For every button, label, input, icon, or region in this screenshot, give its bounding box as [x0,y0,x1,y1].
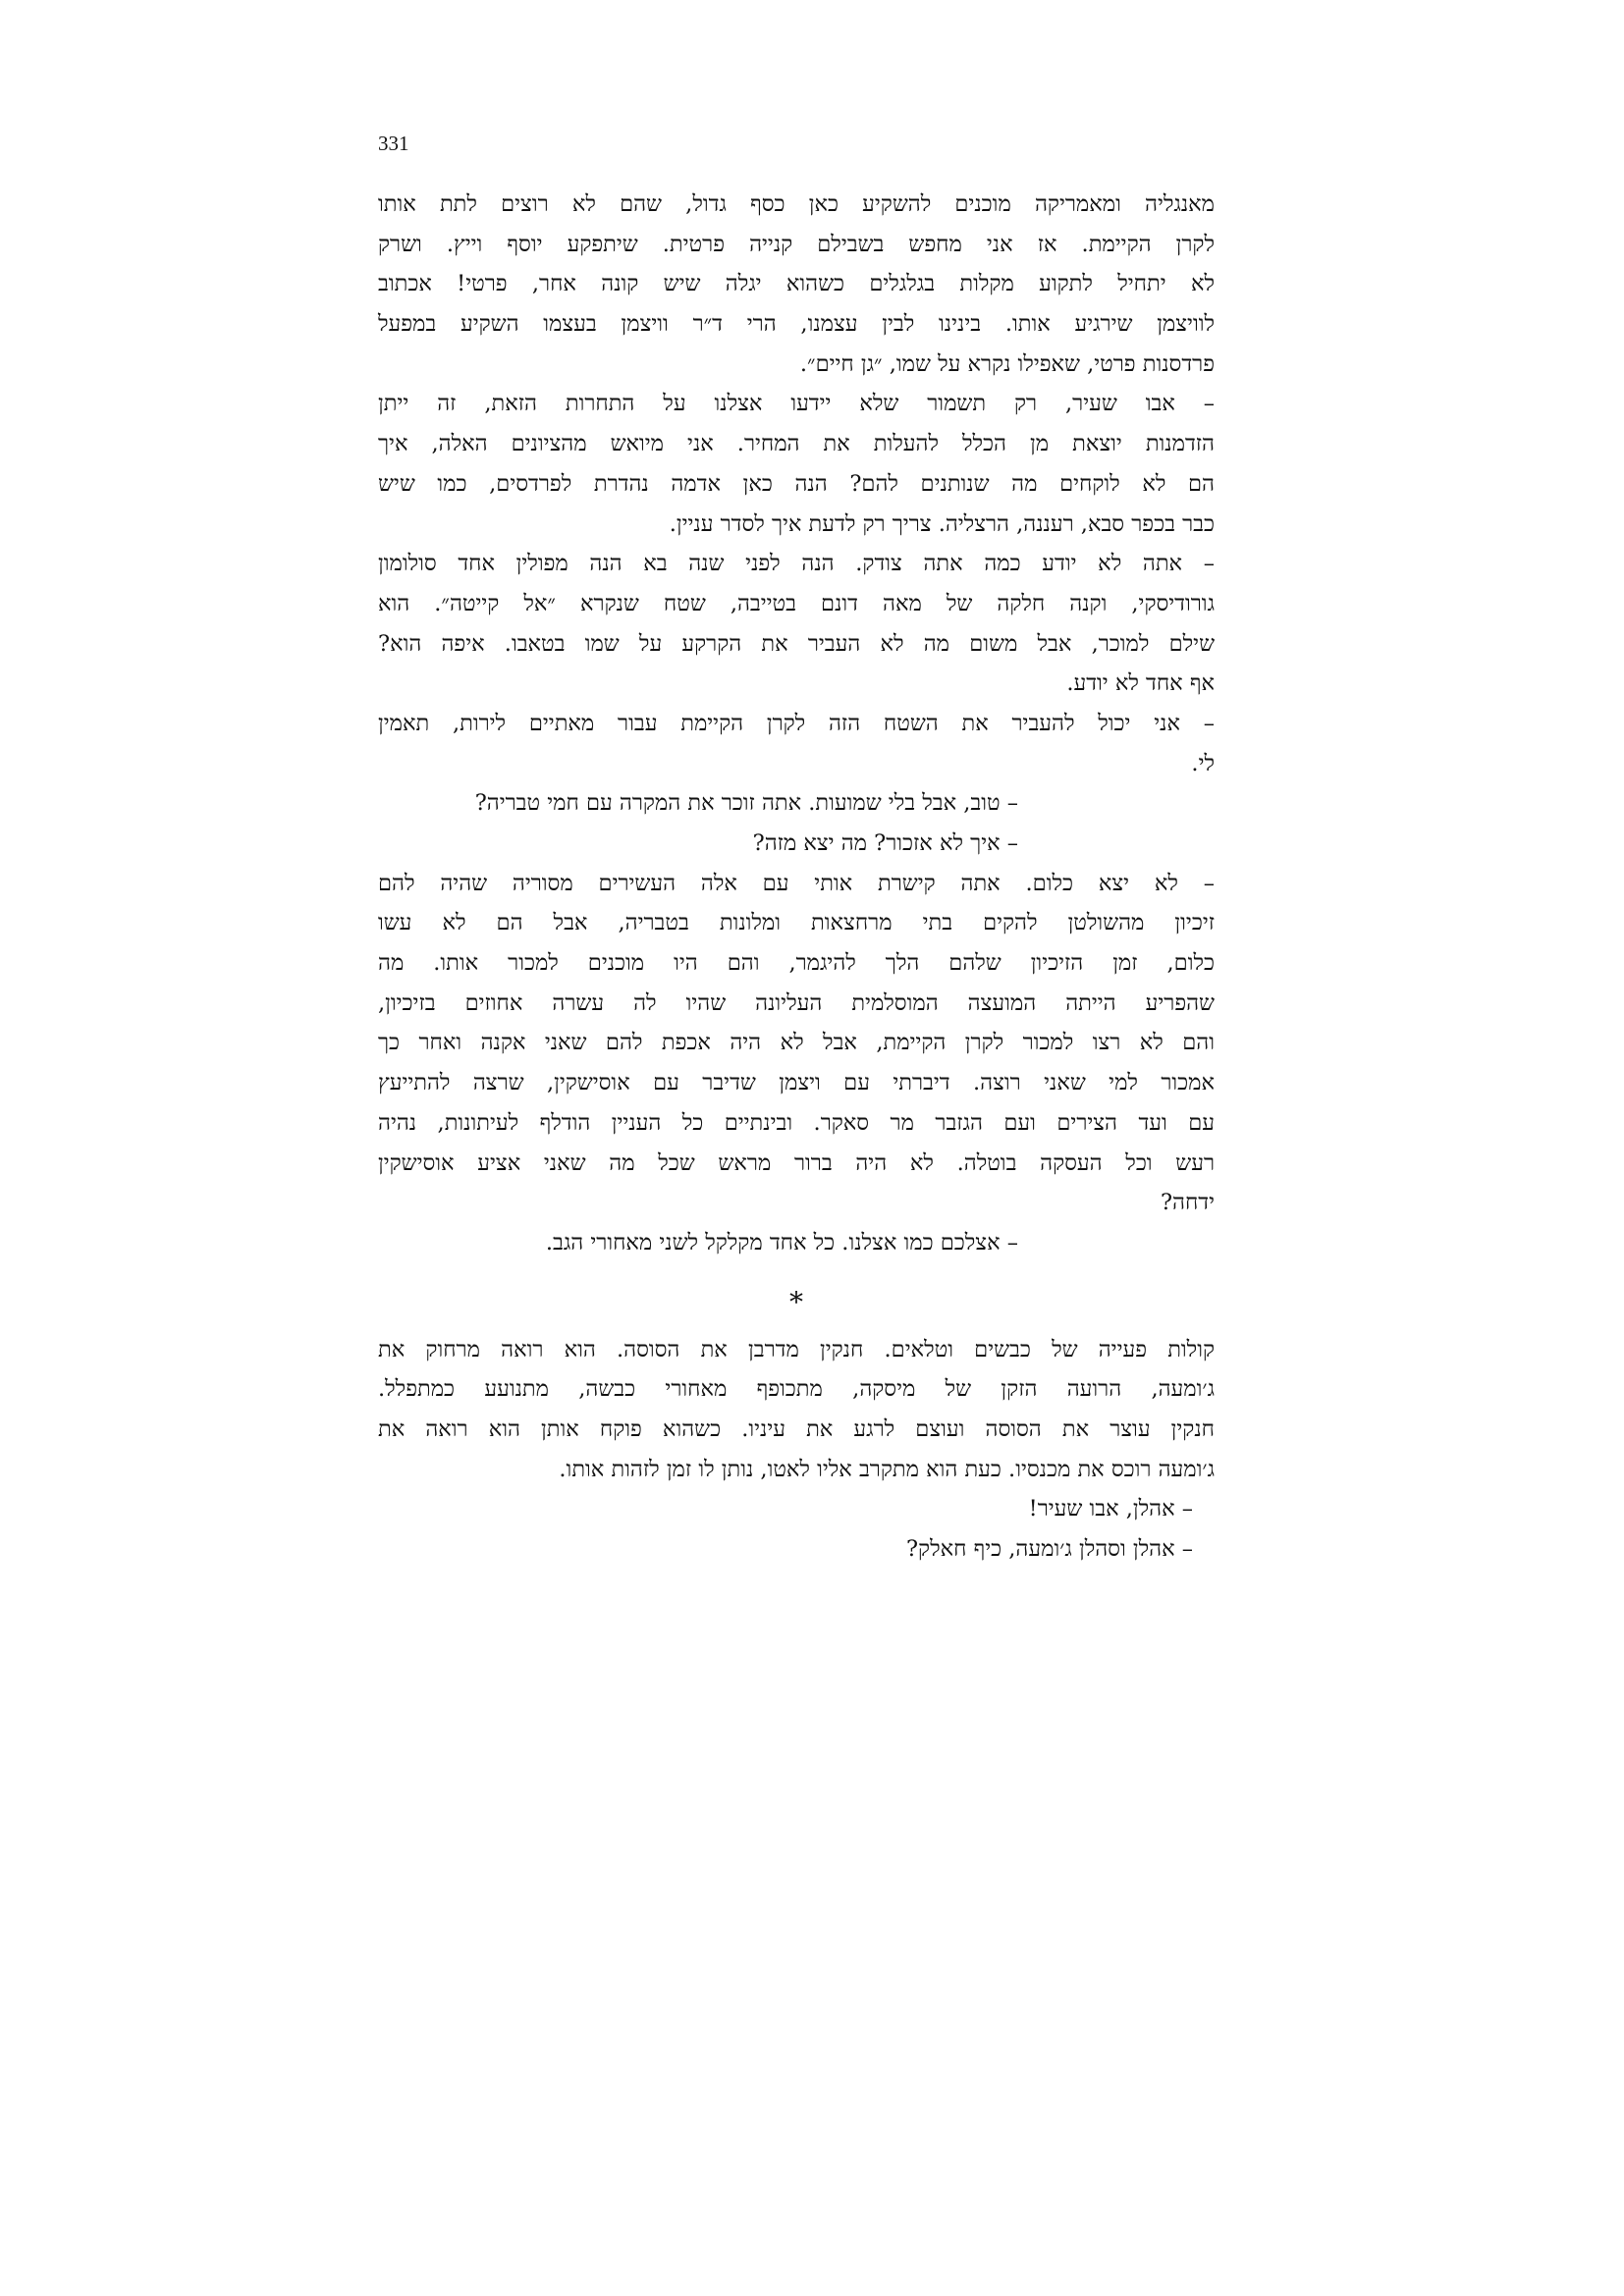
text-line: כלום, זמן הזיכיון שלהם הלך להיגמר, והם היו מוכנים למכור אותו. מה [378,950,1215,977]
text-line: לא יתחיל לתקוע מקלות בגלגלים כשהוא יגלה שיש קונה אחר, פרטי! אכתוב [378,271,1215,297]
text-line: לקרן הקיימת. אז אני מחפש בשבילם קנייה פרטית. שיתפקע יוסף וייץ. ושרק [378,231,1215,257]
text-line: – אני יכול להעביר את השטח הזה לקרן הקיימת עבור מאתיים לירות, תאמין [378,710,1215,736]
text-line: רעש וכל העסקה בוטלה. לא היה ברור מראש שכל מה שאני אציע אוסישקין [378,1149,1215,1176]
text-line: ג׳ומעה רוכס את מכנסיו. כעת הוא מתקרב אליו לאטו, נותן לו זמן לזהות אותו. [559,1456,1215,1482]
text-line: קולות פעייה של כבשים וטלאים. חנקין מדרבן את הסוסה. הוא רואה מרחוק את [378,1336,1215,1362]
text-line: גורודיסקי, וקנה חלקה של מאה דונם בטייבה, שטח שנקרא ״אל קייטה״. הוא [378,590,1215,616]
dialogue-line: – אהלן וסהלן ג׳ומעה, כיף חאלק? [905,1536,1193,1562]
text-line: אף אחד לא יודע. [1066,670,1215,697]
dialogue-line: – אצלכם כמו אצלנו. כל אחד מקלקל לשני מאחורי הגב. [545,1229,1018,1255]
text-line: שילם למוכר, אבל משום מה לא העביר את הקרקע על שמו בטאבו. איפה הוא? [378,630,1215,657]
paragraph-3 [378,544,1215,704]
paragraph-6 [378,1330,1215,1490]
dialogue-line: – טוב, אבל בלי שמועות. אתה זוכר את המקרה עם חמי טבריה? [474,790,1018,817]
text-line: חנקין עוצר את הסוסה ועוצם לרגע את עיניו. כשהוא פוקח אותן הוא רואה את [378,1415,1215,1442]
text-line: – אתה לא יודע כמה אתה צודק. הנה לפני שנה בא הנה מפולין אחד סולומון [378,551,1215,577]
paragraph-2 [378,384,1215,544]
dialogue-line: – איך לא אזכור? מה יצא מזה? [752,830,1018,856]
text-line: כבר בכפר סבא, רעננה, הרצליה. צריך רק לדעת איך לסדר עניין. [669,510,1215,537]
text-line: עם ועד הצירים ועם הגזבר מר סאקר. ובינתיים כל העניין הודלף לעיתונות, נהיה [378,1109,1215,1136]
text-line: אמכור למי שאני רוצה. דיברתי עם ויצמן שדיבר עם אוסישקין, שרצה להתייעץ [378,1070,1215,1096]
text-line: פרדסנות פרטי, שאפילו נקרא על שמו, ״גן חיים״. [799,350,1215,377]
paragraph-4 [378,704,1215,783]
page-text [378,185,1215,1570]
text-line: – אבו שעיר, רק תשמור שלא יידעו אצלנו על התחרות הזאת, זה ייתן [378,391,1215,417]
text-line: הזדמנות יוצאת מן הכלל להעלות את המחיר. אני מיואש מהציונים האלה, איך [378,431,1215,457]
text-line: מאנגליה ומאמריקה מוכנים להשקיע כאן כסף גדול, שהם לא רוצים לתת אותו [378,191,1215,217]
text-line: לוויצמן שירגיע אותו. בינינו לבין עצמנו, הרי ד״ר וויצמן בעצמו השקיע במפעל [378,311,1215,338]
text-line: לי. [1191,750,1215,776]
text-line: – לא יצא כלום. אתה קישרת אותי עם אלה העשירים מסוריה שהיה להם [378,870,1215,896]
section-divider: * [789,1285,803,1318]
text-line: ידחה? [1160,1190,1215,1216]
text-line: והם לא רצו למכור לקרן הקיימת, אבל לא היה אכפת להם שאני אקנה ואחר כך [378,1030,1215,1056]
dialogue-line: – אהלן, אבו שעיר! [1028,1496,1193,1522]
paragraph-1 [378,185,1215,384]
text-line: ג׳ומעה, הרועה הזקן של מיסקה, מתכופף מאחורי כבשה, מתנועע כמתפלל. [378,1376,1215,1403]
page-number: 331 [378,132,409,155]
text-line: זיכיון מהשולטן להקים בתי מרחצאות ומלונות בטבריה, אבל הם לא עשו [378,910,1215,936]
text-line: שהפריע הייתה המועצה המוסלמית העליונה שהיו לה עשרה אחוזים בזיכיון, [378,989,1215,1016]
paragraph-5 [378,864,1215,1223]
text-line: הם לא לוקחים מה שנותנים להם? הנה כאן אדמה נהדרת לפרדסים, כמו שיש [378,470,1215,497]
